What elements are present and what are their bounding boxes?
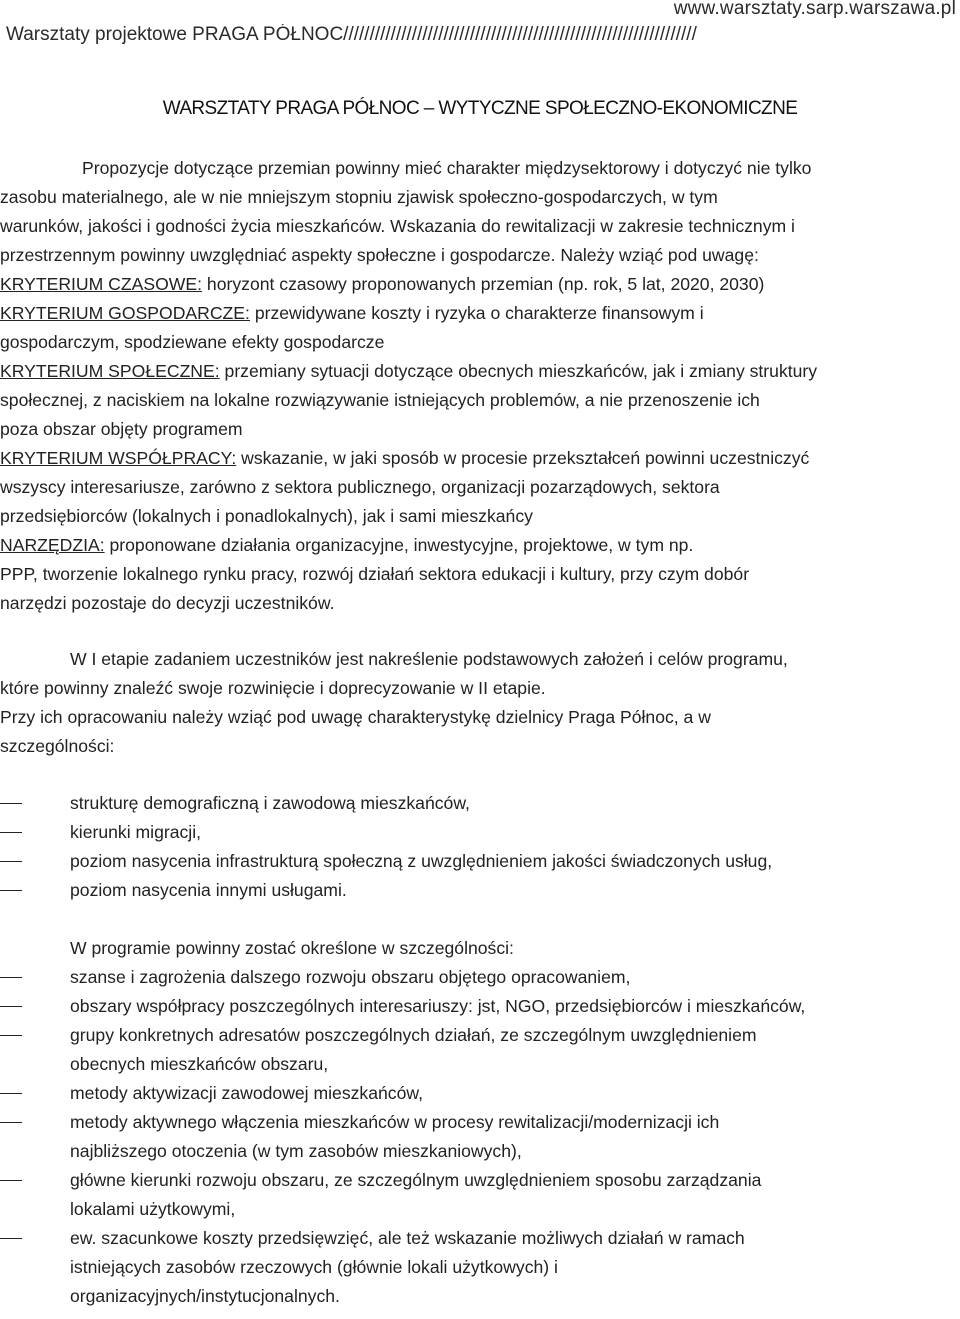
criterion-tools [0,531,960,560]
criterion-text: wskazanie, w jaki sposób w procesie przekształceń powinni uczestniczyć [236,448,810,468]
list-item: poziom nasycenia innymi usługami. [70,880,347,900]
criterion-text: społecznej, z naciskiem na lokalne rozwiązywanie istniejących problemów, a nie przenoszenie ich [0,390,760,410]
stage-line: szczególności: [0,736,115,756]
criterion-text: narzędzi pozostaje do decyzji uczestników. [0,593,335,613]
list-item: poziom nasycenia infrastrukturą społeczną z uwzględnieniem jakości świadczonych usług, [70,851,773,871]
criterion-social [0,357,960,386]
list-item: metody aktywizacji zawodowej mieszkańców, [70,1083,423,1103]
stage-line: W I etapie zadaniem uczestników jest nakreślenie podstawowych założeń i celów programu, [70,649,788,669]
criterion-label: KRYTERIUM CZASOWE: [0,274,203,294]
criterion-text: przewidywane koszty i ryzyka o charakterze finansowym i [249,303,704,323]
list-item: kierunki migracji, [70,822,202,842]
criterion-label: KRYTERIUM GOSPODARCZE: [0,303,250,323]
criterion-text: gospodarczym, spodziewane efekty gospodarcze [0,332,385,352]
criterion-text: przemiany sytuacji dotyczące obecnych mieszkańców, jak i zmiany struktury [219,361,818,381]
stage-line: Przy ich opracowaniu należy wziąć pod uwagę charakterystykę dzielnicy Praga Północ, a w [0,707,711,727]
characteristics-list [0,789,960,905]
criterion-text: proponowane działania organizacyjne, inwestycyjne, projektowe, w tym np. [104,535,694,555]
list-item: metody aktywnego włączenia mieszkańców w procesy rewitalizacji/modernizacji ich najbliższego otoczenia (w tym zasobów mieszkaniowych), [70,1112,720,1161]
criterion-text: wszyscy interesariusze, zarówno z sektora publicznego, organizacji pozarządowych, sektora [0,477,720,497]
list-item: główne kierunki rozwoju obszaru, ze szczególnym uwzględnieniem sposobu zarządzania lokalami użytkowymi, [70,1170,762,1219]
criterion-time [0,270,960,299]
program-section [0,934,960,1311]
criterion-text: horyzont czasowy proponowanych przemian (np. rok, 5 lat, 2020, 2030) [202,274,765,294]
intro-line: zasobu materialnego, ale w nie mniejszym stopniu zjawisk społeczno-gospodarczych, w tym [0,187,718,207]
criterion-cooperation [0,444,960,473]
list2-intro: W programie powinny zostać określone w szczególności: [70,938,514,958]
intro-line: przestrzennym powinny uwzględniać aspekty społeczne i gospodarcze. Należy wziąć pod uwagę: [0,245,759,265]
intro-section [0,154,960,618]
header-title: Warsztaty projektowe PRAGA PÓŁNOC/////////////////////////////////////////////////////////////////// [6,24,697,45]
stage-section [0,645,960,761]
intro-line: Propozycje dotyczące przemian powinny mieć charakter międzysektorowy i dotyczyć nie tylko [82,158,812,178]
criterion-label: NARZĘDZIA: [0,535,105,555]
intro-line: warunków, jakości i godności życia mieszkańców. Wskazania do rewitalizacji w zakresie technicznym i [0,216,795,236]
stage-line: które powinny znaleźć swoje rozwinięcie i doprecyzowanie w II etapie. [0,678,546,698]
criterion-label: KRYTERIUM SPOŁECZNE: [0,361,220,381]
list-item: grupy konkretnych adresatów poszczególnych działań, ze szczególnym uwzględnieniem obecnych mieszkańców obszaru, [70,1025,757,1074]
list-item: szanse i zagrożenia dalszego rozwoju obszaru objętego opracowaniem, [70,967,631,987]
criterion-text: poza obszar objęty programem [0,419,243,439]
criterion-label: KRYTERIUM WSPÓŁPRACY: [0,448,237,468]
criterion-text: przedsiębiorców (lokalnych i ponadlokalnych), jak i sami mieszkańcy [0,506,533,526]
criterion-text: PPP, tworzenie lokalnego rynku pracy, rozwój działań sektora edukacji i kultury, przy czym dobór [0,564,750,584]
header-url: www.warsztaty.sarp.warszawa.pl [673,0,956,19]
list-item: ew. szacunkowe koszty przedsięwzięć, ale też wskazanie możliwych działań w ramach istniejących zasobów rzeczowych (głównie lokali użytkowych) i organizacyjnych/instytucjonalnych. [70,1228,745,1306]
document-title: WARSZTATY PRAGA PÓŁNOC – WYTYCZNE SPOŁECZNO-EKONOMICZNE [162,98,798,119]
list-item: strukturę demograficzną i zawodową mieszkańców, [70,793,470,813]
criterion-economic [0,299,960,328]
list-item: obszary współpracy poszczególnych interesariuszy: jst, NGO, przedsiębiorców i mieszkańców, [70,996,806,1016]
